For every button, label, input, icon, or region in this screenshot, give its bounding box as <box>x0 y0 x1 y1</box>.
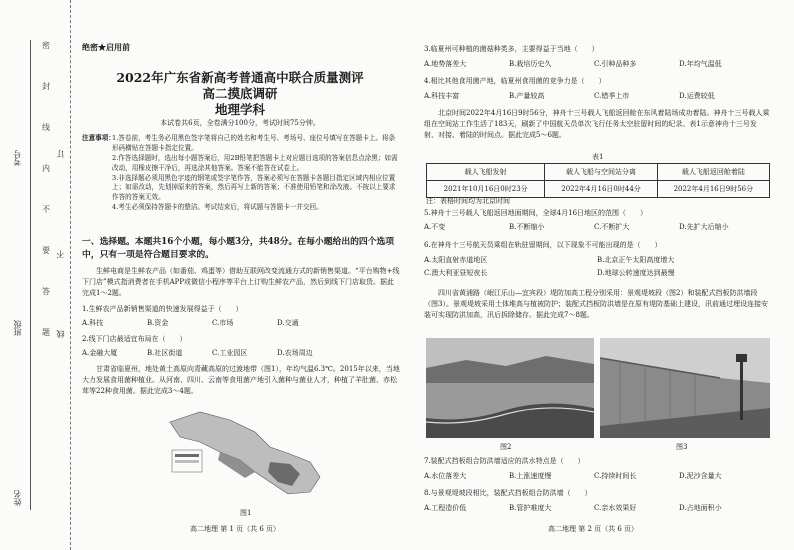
option[interactable]: A.太阳直射赤道地区 <box>424 256 488 264</box>
table-note: 注：表格时间均为北京时间 <box>426 197 510 205</box>
passage-4: 四川省黄浦路（岷江乐山—宜宾段）堤防加高工程分别采用：景观堤坡段（图2）和装配式挡板防洪墙段（图3）。景观堤坡采用土体堆高与植被防护；装配式挡板防洪墙是在原有堤防基础上建设，汛前通过埋设连接安装可实现防洪加高，汛后拆除储存。据此完成7～8题。 <box>424 289 768 320</box>
table-header-cell: 载人飞船与空间站分离 <box>545 164 657 181</box>
question-7-stem: 7.装配式挡板组合防洪墙适应的洪水特点是（ ） <box>424 457 585 465</box>
passage-3: 北京时间2022年4月16日9时56分，神舟十三号载人飞船返回舱在东风着陆场成功着陆。神舟十三号载人乘组在空间站工作生活了183天，刷新了中国航天员单次飞行任务太空驻留时间的纪录。表1示意神舟十三号发射、对接、着陆的时间点。据此完成5～6题。 <box>424 109 770 140</box>
notice-heading: 注意事项： <box>82 134 115 142</box>
lamp-head <box>736 354 747 362</box>
fold-mark: 不 <box>56 250 65 258</box>
legend-bar <box>175 454 199 457</box>
page-footer-right: 高二地理 第 2 页（共 6 页） <box>548 525 639 533</box>
notice-item: 1.答卷前，考生务必用黑色签字笔将自己的姓名和考生号、考场号、座位号填写在答题卡上。将条形码横贴在答题卡指定位置。 <box>112 134 396 152</box>
notice-item: 2.作答选择题时，选出每小题答案后，用2B铅笔把答题卡上对应题目选项的答案信息点涂黑；如需改动，用橡皮擦干净后，再选涂其他答案。答案不能答在试卷上。 <box>112 153 398 172</box>
option[interactable]: A.不变 <box>424 223 446 231</box>
option[interactable]: A.水位落差大 <box>424 472 467 480</box>
question-4-stem: 4.相比其他食用菌产地，临夏州食用菌的竞争力是（ ） <box>424 77 606 85</box>
lamp-post <box>740 360 743 420</box>
table-row <box>427 181 770 198</box>
option[interactable]: C.不断扩大 <box>594 223 630 231</box>
question-3-options <box>424 59 764 69</box>
flood-wall-photo <box>600 338 770 438</box>
notice-item: 4.考生必须保持答题卡的整洁。考试结束后，将试题与答题卡一并交回。 <box>112 203 323 212</box>
exam-subtitle: 高二摸底调研 <box>202 86 278 101</box>
section-heading: 一、选择题。本题共16个小题，每小题3分，共48分。在每小题给出的四个选项中，只有一项是符合题目要求的。 <box>82 237 395 260</box>
question-4-options <box>424 91 764 101</box>
option[interactable]: B.社区街道 <box>147 349 183 357</box>
passage-1: 生鲜电商是生鲜农产品（如番茄、鸡蛋等）借助互联网改变流通方式的新销售渠道。“平台购物+线下门店”模式指消费者在手机APP或微信小程序等平台上订购生鲜农产品，然后到线下门店取货。据此完成1～2题。 <box>82 267 400 298</box>
question-8-stem: 8.与景观堤坡段相比，装配式挡板组合防洪墙（ ） <box>424 489 592 497</box>
option[interactable]: B.栽培历史久 <box>509 60 552 68</box>
table-cell: 2022年4月16日0时44分 <box>545 181 657 198</box>
option[interactable]: C.持续时间长 <box>594 472 637 480</box>
option[interactable]: A.科技丰富 <box>424 92 460 100</box>
binding-margin <box>0 0 71 550</box>
province-outline <box>170 412 320 494</box>
seal-column: 密 封 线 内 不 要 答 题 <box>42 41 50 337</box>
table-cell: 2021年10月16日0时23分 <box>427 181 545 198</box>
option[interactable]: D.年均气温低 <box>679 60 722 68</box>
option[interactable]: A.科技 <box>82 319 104 327</box>
table-cell: 2022年4月16日9时56分 <box>657 181 769 198</box>
option[interactable]: B.北京正午太阳高度增大 <box>597 256 675 264</box>
notice-block <box>82 134 400 213</box>
option[interactable]: C.错季上市 <box>594 92 630 100</box>
secret-mark: 绝密★启用前 <box>82 42 130 52</box>
question-8-options <box>424 503 764 513</box>
gansu-map-figure <box>160 402 340 502</box>
embankment-photo <box>426 338 594 438</box>
field-class[interactable]: 班级 <box>13 320 22 336</box>
option[interactable]: C.澳大利亚昼短夜长 <box>424 269 488 277</box>
question-2-options <box>82 348 342 358</box>
option[interactable]: B.不断缩小 <box>509 223 545 231</box>
exam-title: 2022年广东省新高考普通高中联合质量测评 <box>116 70 364 85</box>
question-5-stem: 5.神舟十三号载人飞船返回地面期间，全球4月16日地区的范围（ ） <box>424 209 648 217</box>
field-exam-number[interactable]: 考号 <box>13 150 22 166</box>
question-7-options <box>424 471 764 481</box>
option[interactable]: C.亲水效果好 <box>594 504 637 512</box>
subject-title: 地理学科 <box>214 102 265 117</box>
fold-mark: 线 <box>56 330 65 338</box>
option[interactable]: D.地球公转速度达到最慢 <box>597 269 675 277</box>
passage-2: 甘肃省临夏州，地处黄土高原向青藏高原的过渡地带（图1），年均气温6.3℃。2015年以来，当地大力发展食用菌种植业。从河南、四川、云南等食用菌产地引入菌种与菌业人才，种植了羊肚菌、赤松茸等22种食用菌。据此完成3～4题。 <box>82 365 400 396</box>
option[interactable]: A.工程造价低 <box>424 504 467 512</box>
question-3-stem: 3.临夏州可种植的菌菇种类多，主要得益于当地（ ） <box>424 45 599 53</box>
table-header-cell: 载人飞船返回舱着陆 <box>657 164 769 181</box>
option[interactable]: D.先扩大后缩小 <box>679 223 729 231</box>
table-1-caption: 表1 <box>592 153 604 161</box>
legend-bar <box>175 460 199 463</box>
figure-1-caption: 图1 <box>240 509 252 517</box>
figure-3-caption: 图3 <box>676 443 688 451</box>
option[interactable]: D.农场周边 <box>277 349 313 357</box>
option[interactable]: B.上涨速度慢 <box>509 472 552 480</box>
fold-mark: 订 <box>56 150 65 158</box>
option[interactable]: A.金融大厦 <box>82 349 118 357</box>
question-1-options <box>82 318 342 328</box>
question-5-options <box>424 222 764 232</box>
option[interactable]: C.工业园区 <box>212 349 248 357</box>
question-1-stem: 1.生鲜农产品新销售渠道的快速发展得益于（ ） <box>82 305 243 313</box>
page-footer-left: 高二地理 第 1 页（共 6 页） <box>190 525 281 533</box>
option[interactable]: B.资金 <box>147 319 169 327</box>
field-name[interactable]: 姓名 <box>13 490 22 506</box>
option[interactable]: C.引种品种多 <box>594 60 637 68</box>
question-6-options <box>424 255 770 278</box>
launch-time-table <box>426 163 770 198</box>
question-2-stem: 2.线下门店最适宜布局在（ ） <box>82 335 187 343</box>
option[interactable]: C.市场 <box>212 319 234 327</box>
option[interactable]: B.产量较高 <box>509 92 545 100</box>
figure-2-caption: 图2 <box>500 443 512 451</box>
table-header-row <box>427 164 770 181</box>
option[interactable]: D.运费较低 <box>679 92 715 100</box>
table-header-cell: 载人飞船发射 <box>427 164 545 181</box>
option[interactable]: D.泥沙含量大 <box>679 472 722 480</box>
notice-item: 3.非选择题必须用黑色字迹的钢笔或签字笔作答，答案必须写在答题卡各题目指定区域内相应位置上；如需改动，先划掉原来的答案，然后再写上新的答案；不准使用铅笔和涂改液。不按以上要求作答的答案无效。 <box>112 173 396 202</box>
option[interactable]: A.地势落差大 <box>424 60 467 68</box>
question-6-stem: 6.在神舟十三号航天员乘组在轨驻留期间，以下现象不可能出现的是（ ） <box>424 241 662 249</box>
option[interactable]: D.占地面积小 <box>679 504 722 512</box>
seal-line <box>30 40 31 510</box>
option[interactable]: B.管护难度大 <box>509 504 552 512</box>
score-info: 本试卷共6页，全卷满分100分，考试时间75分钟。 <box>160 119 320 127</box>
option[interactable]: D.交通 <box>277 319 299 327</box>
